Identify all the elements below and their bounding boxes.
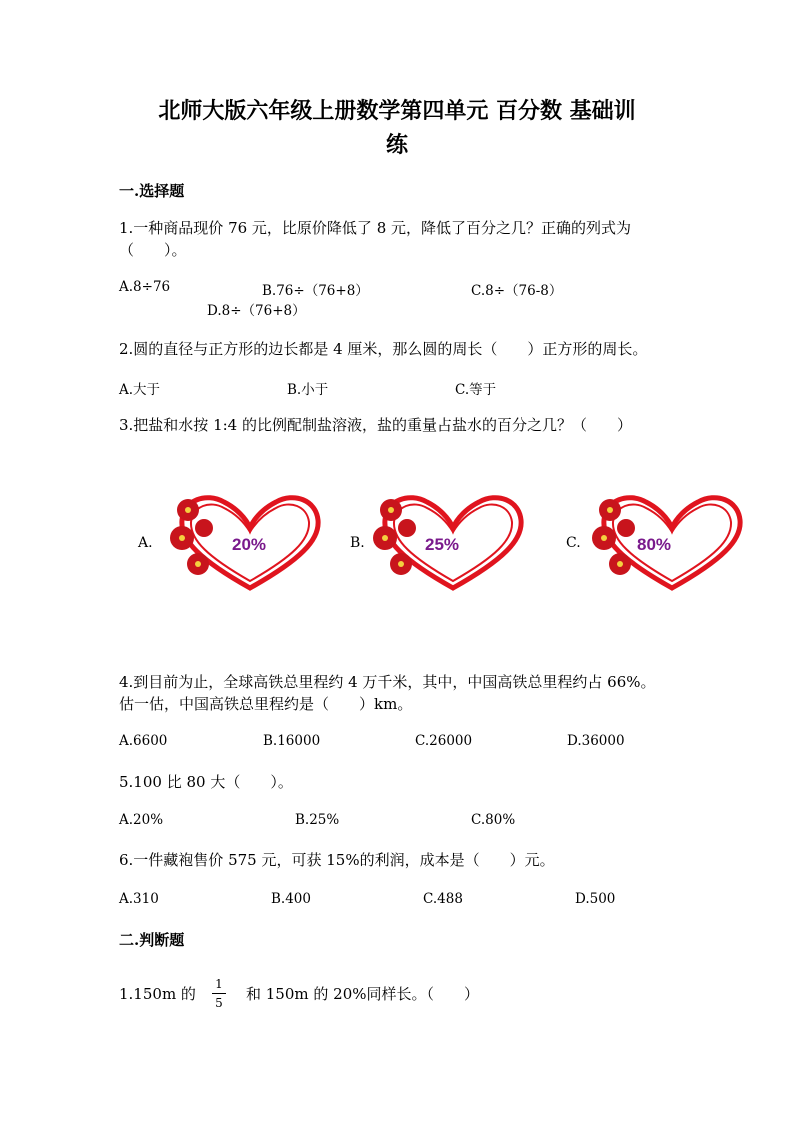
q4-option-a: A.6600	[119, 733, 168, 749]
q4-option-d: D.36000	[567, 733, 625, 749]
heart-flower-icon	[160, 488, 340, 598]
q4-option-b: B.16000	[263, 733, 321, 749]
question-4-text-continued: 估一估，中国高铁总里程约是（ ）km。	[119, 695, 413, 713]
section-heading-judgement: 二.判断题	[119, 931, 185, 949]
page-title-continued: 练	[385, 132, 408, 158]
q3-option-c-heart	[582, 488, 762, 598]
heart-flower-icon	[363, 488, 543, 598]
q3-option-a-value: 20%	[232, 535, 267, 554]
q5-option-b: B.25%	[295, 812, 340, 828]
q1-option-c: C.8÷（76-8）	[471, 283, 563, 299]
fraction-numerator: 1	[215, 977, 223, 991]
q6-option-a: A.310	[119, 891, 159, 907]
question-4-text: 4.到目前为止，全球高铁总里程约 4 万千米，其中，中国高铁总里程约占 66%。	[119, 673, 656, 691]
q2-option-c: C.等于	[455, 382, 497, 398]
question-2-text: 2.圆的直径与正方形的边长都是 4 厘米，那么圆的周长（ ）正方形的周长。	[119, 340, 648, 358]
q3-option-a-heart	[160, 488, 340, 598]
page-title: 北师大版六年级上册数学第四单元 百分数 基础训	[158, 98, 636, 124]
question-1-blank: （ ）。	[119, 241, 187, 259]
q2-option-b: B.小于	[287, 382, 329, 398]
q3-option-c-value: 80%	[637, 535, 672, 554]
question-3-text: 3.把盐和水按 1:4 的比例配制盐溶液，盐的重量占盐水的百分之几？（ ）	[119, 416, 632, 434]
q5-option-a: A.20%	[119, 812, 164, 828]
q1-option-a: A.8÷76	[119, 279, 171, 295]
question-5-text: 5.100 比 80 大（ ）。	[119, 773, 293, 791]
q3-option-b-label: B.	[350, 535, 365, 551]
q4-option-c: C.26000	[415, 733, 473, 749]
q5-option-c: C.80%	[471, 812, 516, 828]
heart-flower-icon	[582, 488, 762, 598]
question-6-text: 6.一件藏袍售价 575 元，可获 15%的利润，成本是（ ）元。	[119, 851, 555, 869]
q3-option-b-heart	[363, 488, 543, 598]
fraction-one-fifth	[212, 976, 226, 1011]
q6-option-d: D.500	[575, 891, 616, 907]
section-heading-choice: 一.选择题	[119, 182, 185, 200]
q3-option-c-label: C.	[566, 535, 581, 551]
q1-option-b: B.76÷（76+8）	[262, 283, 369, 299]
q6-option-b: B.400	[271, 891, 311, 907]
question-1-text: 1.一种商品现价 76 元，比原价降低了 8 元，降低了百分之几？正确的列式为	[119, 219, 632, 237]
q3-option-b-value: 25%	[425, 535, 460, 554]
q3-option-a-label: A.	[138, 535, 153, 551]
q6-option-c: C.488	[423, 891, 463, 907]
q1-option-d: D.8÷（76+8）	[207, 303, 306, 319]
fraction-bar	[212, 993, 226, 994]
q2-option-a: A.大于	[119, 382, 161, 398]
judgement-1-before: 1.150m 的	[119, 985, 196, 1003]
fraction-denominator: 5	[215, 996, 223, 1010]
judgement-1-after: 和 150m 的 20%同样长。（ ）	[246, 985, 479, 1003]
